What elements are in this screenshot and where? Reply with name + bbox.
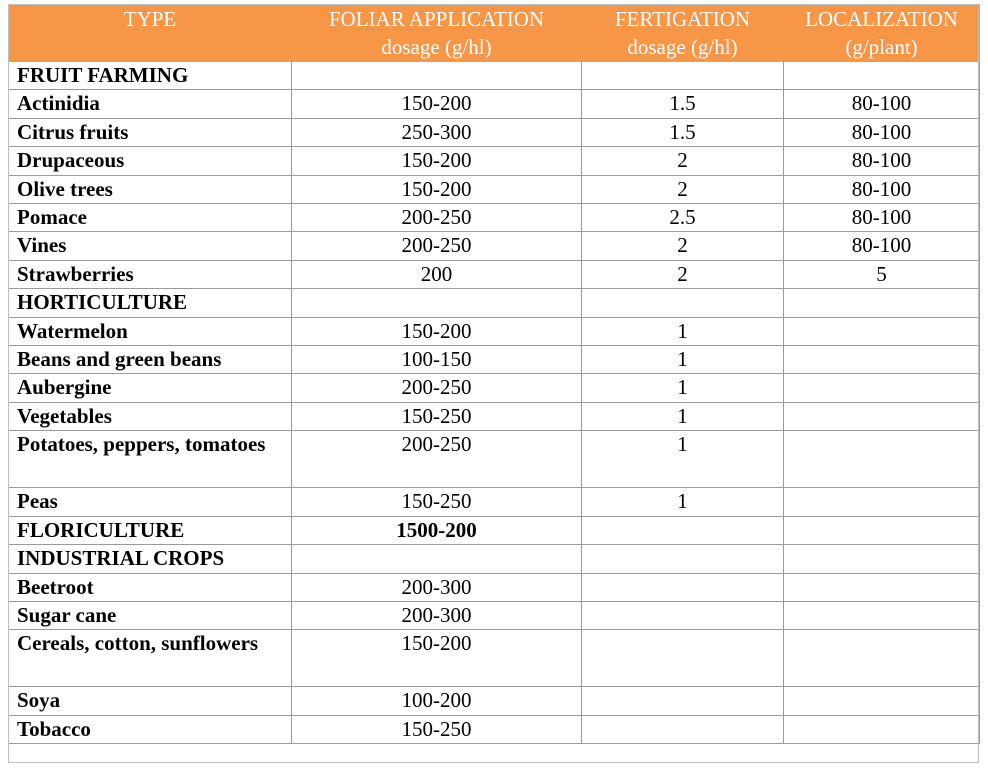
cell-type: Olive trees (9, 175, 292, 203)
cell-fertigation-dosage: 1 (582, 374, 784, 402)
header-foliar-line2: dosage (g/hl) (381, 35, 492, 59)
cell-foliar-dosage: 200-250 (292, 232, 582, 260)
cell-foliar-dosage: 200-250 (292, 204, 582, 232)
section-row (9, 516, 980, 544)
cell-fertigation-dosage: 1 (582, 346, 784, 374)
cell-localization-dosage (784, 687, 980, 715)
cell-type: Peas (9, 488, 292, 516)
cell-localization-dosage (784, 573, 980, 601)
table-row (9, 715, 980, 743)
cell-foliar-dosage: 1500-200 (292, 516, 582, 544)
cell-foliar-dosage: 200-300 (292, 573, 582, 601)
table-row (9, 317, 980, 345)
cell-foliar-dosage (292, 545, 582, 573)
cell-foliar-dosage: 150-250 (292, 488, 582, 516)
cell-foliar-dosage: 150-200 (292, 630, 582, 687)
cell-type: Actinidia (9, 90, 292, 118)
cell-fertigation-dosage (582, 62, 784, 90)
cell-fertigation-dosage: 1 (582, 317, 784, 345)
cell-type: FLORICULTURE (9, 516, 292, 544)
cell-fertigation-dosage (582, 630, 784, 687)
cell-foliar-dosage: 100-150 (292, 346, 582, 374)
cell-localization-dosage (784, 62, 980, 90)
cell-localization-dosage (784, 516, 980, 544)
cell-localization-dosage (784, 374, 980, 402)
table-row (9, 90, 980, 118)
section-row (9, 545, 980, 573)
cell-foliar-dosage: 150-200 (292, 317, 582, 345)
table-row (9, 374, 980, 402)
cell-foliar-dosage: 250-300 (292, 118, 582, 146)
cell-type: Cereals, cotton, sunflowers (9, 630, 292, 687)
cell-type: Drupaceous (9, 147, 292, 175)
cell-localization-dosage: 80-100 (784, 175, 980, 203)
cell-localization-dosage: 5 (784, 260, 980, 288)
cell-localization-dosage (784, 346, 980, 374)
cell-localization-dosage (784, 630, 980, 687)
header-fertigation-line1: FERTIGATION (614, 7, 751, 31)
cell-type: Vines (9, 232, 292, 260)
cell-localization-dosage: 80-100 (784, 232, 980, 260)
cell-foliar-dosage: 100-200 (292, 687, 582, 715)
table-row (9, 687, 980, 715)
table-row (9, 118, 980, 146)
table-header (9, 5, 980, 62)
cell-type: Pomace (9, 204, 292, 232)
cell-type: Beetroot (9, 573, 292, 601)
cell-localization-dosage (784, 545, 980, 573)
table-row (9, 346, 980, 374)
cell-fertigation-dosage (582, 687, 784, 715)
header-localization-line2: (g/plant) (845, 35, 918, 59)
cell-localization-dosage (784, 715, 980, 743)
cell-foliar-dosage: 200 (292, 260, 582, 288)
table-row (9, 573, 980, 601)
table-row (9, 204, 980, 232)
cell-localization-dosage (784, 317, 980, 345)
cell-localization-dosage: 80-100 (784, 204, 980, 232)
cell-foliar-dosage: 150-250 (292, 715, 582, 743)
cell-fertigation-dosage: 2 (582, 232, 784, 260)
dosage-table (8, 4, 980, 744)
cell-type: HORTICULTURE (9, 289, 292, 317)
table-row (9, 630, 980, 687)
table-row (9, 175, 980, 203)
header-foliar-line1: FOLIAR APPLICATION (328, 7, 545, 31)
cell-fertigation-dosage: 2 (582, 147, 784, 175)
cell-localization-dosage: 80-100 (784, 118, 980, 146)
cell-foliar-dosage: 150-250 (292, 402, 582, 430)
cell-foliar-dosage (292, 289, 582, 317)
header-type (9, 5, 292, 62)
table-row (9, 260, 980, 288)
section-row (9, 62, 980, 90)
cell-foliar-dosage: 150-200 (292, 175, 582, 203)
cell-localization-dosage (784, 289, 980, 317)
header-localization-line1: LOCALIZATION (805, 7, 958, 31)
cell-foliar-dosage (292, 62, 582, 90)
table-row (9, 147, 980, 175)
cell-type: Vegetables (9, 402, 292, 430)
cell-type: FRUIT FARMING (9, 62, 292, 90)
cell-fertigation-dosage: 1 (582, 431, 784, 488)
cell-localization-dosage: 80-100 (784, 90, 980, 118)
header-foliar (292, 5, 582, 62)
cell-type: Citrus fruits (9, 118, 292, 146)
cell-type: Watermelon (9, 317, 292, 345)
cell-foliar-dosage: 200-250 (292, 431, 582, 488)
cell-type: INDUSTRIAL CROPS (9, 545, 292, 573)
cell-fertigation-dosage (582, 715, 784, 743)
table-row (9, 232, 980, 260)
cell-fertigation-dosage: 1.5 (582, 90, 784, 118)
cell-localization-dosage: 80-100 (784, 147, 980, 175)
cell-fertigation-dosage (582, 601, 784, 629)
cell-type: Potatoes, peppers, tomatoes (9, 431, 292, 488)
cell-foliar-dosage: 200-250 (292, 374, 582, 402)
cell-fertigation-dosage (582, 289, 784, 317)
table-row (9, 431, 980, 488)
cell-fertigation-dosage: 1 (582, 488, 784, 516)
cell-fertigation-dosage (582, 545, 784, 573)
cell-type: Tobacco (9, 715, 292, 743)
cell-fertigation-dosage: 2 (582, 175, 784, 203)
header-fertigation-line2: dosage (g/hl) (627, 35, 738, 59)
header-fertigation (582, 5, 784, 62)
cell-localization-dosage (784, 488, 980, 516)
cell-type: Beans and green beans (9, 346, 292, 374)
cell-fertigation-dosage: 2.5 (582, 204, 784, 232)
header-type-line1: TYPE (123, 7, 177, 31)
table-row (9, 488, 980, 516)
cell-fertigation-dosage (582, 516, 784, 544)
cell-localization-dosage (784, 601, 980, 629)
dosage-table-container (8, 4, 980, 744)
section-row (9, 289, 980, 317)
cell-foliar-dosage: 200-300 (292, 601, 582, 629)
cell-localization-dosage (784, 431, 980, 488)
cell-foliar-dosage: 150-200 (292, 147, 582, 175)
cell-fertigation-dosage (582, 573, 784, 601)
table-row (9, 402, 980, 430)
cell-fertigation-dosage: 1.5 (582, 118, 784, 146)
cell-foliar-dosage: 150-200 (292, 90, 582, 118)
cell-localization-dosage (784, 402, 980, 430)
table-row (9, 601, 980, 629)
table-body (9, 62, 980, 744)
cell-type: Strawberries (9, 260, 292, 288)
cell-type: Aubergine (9, 374, 292, 402)
cell-fertigation-dosage: 1 (582, 402, 784, 430)
cell-fertigation-dosage: 2 (582, 260, 784, 288)
cell-type: Soya (9, 687, 292, 715)
cell-type: Sugar cane (9, 601, 292, 629)
header-localization (784, 5, 980, 62)
